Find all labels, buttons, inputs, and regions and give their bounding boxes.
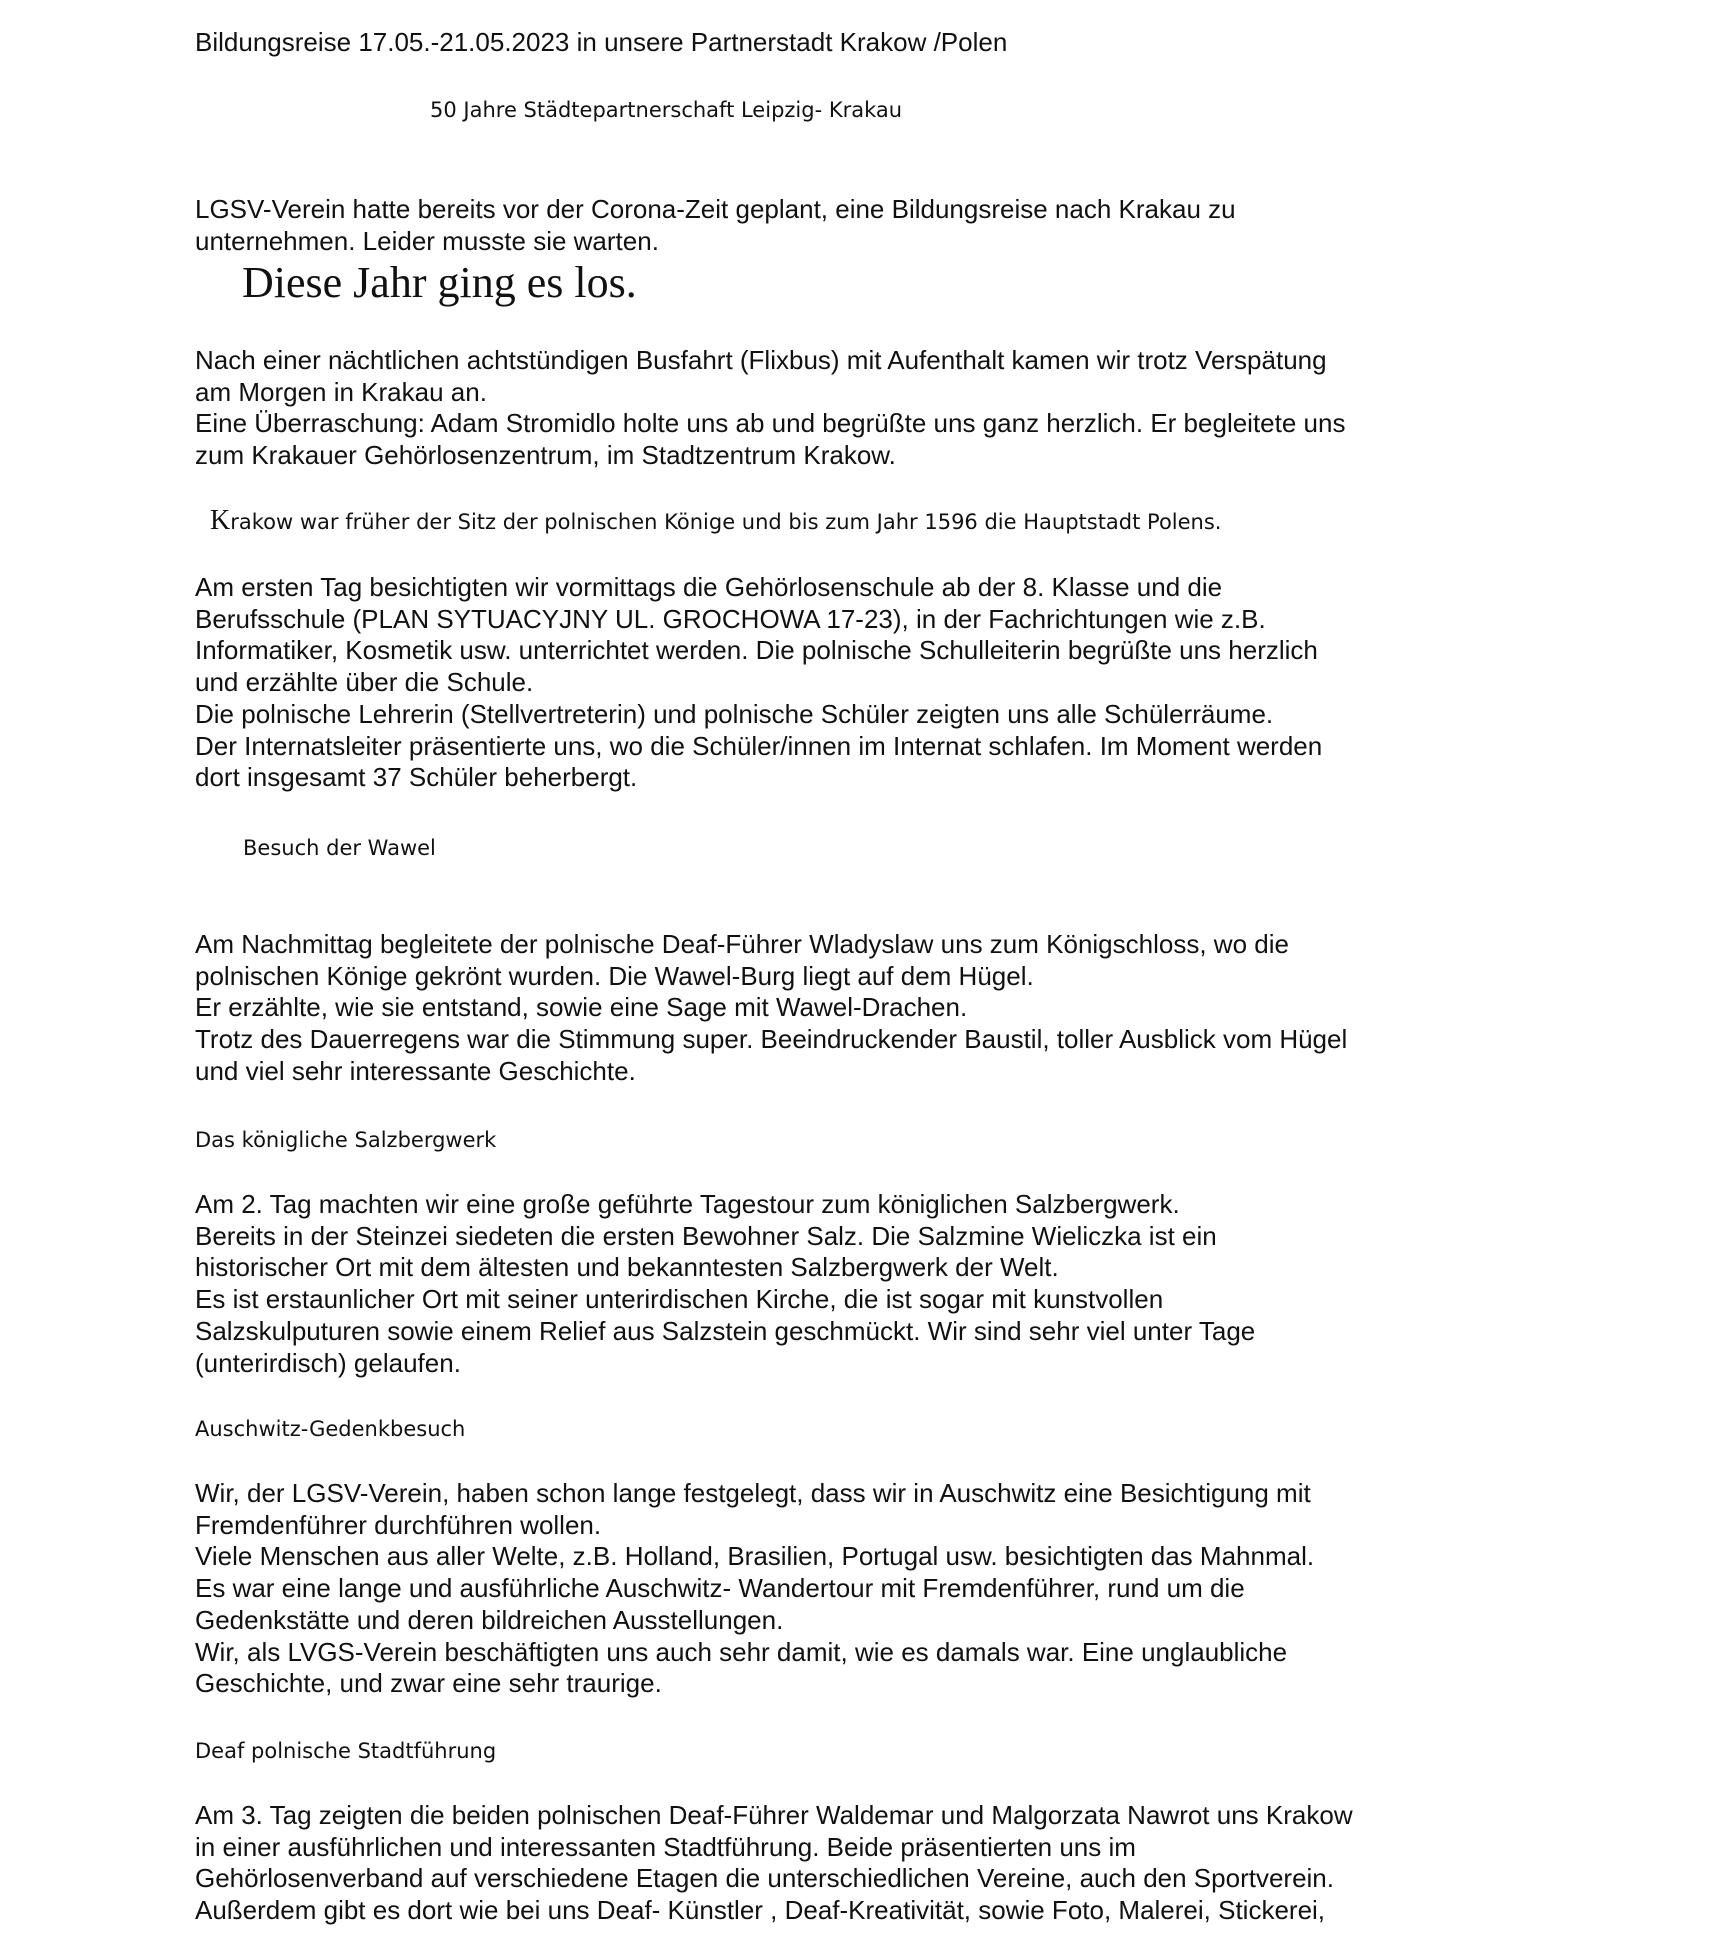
auschwitz-paragraph: Wir, der LGSV-Verein, haben schon lange festgelegt, dass wir in Auschwitz eine Besichtigung mit Fremdenführer durchführen wollen. Viele Menschen aus aller Welte, z.B. Holland, Brasilien, Portugal usw. besichtigten das Mahnmal. Es war eine lange und ausführliche Auschwitz- Wandertour mit Fremdenführer, rund um die Gedenkstätte und deren bildreichen Ausstellungen. Wir, als LVGS-Verein beschäftigten uns auch sehr damit, wie es damals war. Eine unglaubliche Geschichte, und zwar eine sehr traurige.	[195, 1478, 1315, 1699]
day-one-paragraph: Am ersten Tag besichtigten wir vormittags die Gehörlosenschule ab der 8. Klasse und die Berufsschule (PLAN SYTUACYJNY UL. GROCHOWA 17-23), in der Fachrichtungen wie z.B. Informatiker, Kosmetik usw. unterrichtet werden. Die polnische Schulleiterin begrüßte uns herzlich und erzählte über die Schule. Die polnische Lehrerin (Stellvertreterin) und polnische Schüler zeigten uns alle Schülerräume. Der Internatsleiter präsentierte uns, wo die Schüler/innen im Internat schlafen. Im Moment werden dort insgesamt 37 Schüler beherbergt.	[195, 572, 1323, 793]
city-tour-paragraph: Am 3. Tag zeigten die beiden polnischen Deaf-Führer Waldemar und Malgorzata Nawrot uns Krakow in einer ausführlichen und interessanten Stadtführung. Beide präsentierten uns im Gehörlosenverband auf verschiedene Etagen die unterschiedlichen Vereine, auch den Sportverein. Außerdem gibt es dort wie bei uns Deaf- Künstler , Deaf-Kreativität, sowie Foto, Malerei, Stickerei,	[195, 1800, 1353, 1926]
salt-mine-paragraph: Am 2. Tag machten wir eine große geführte Tagestour zum königlichen Salzbergwerk. Bereits in der Steinzei siedeten die ersten Bewohner Salz. Die Salzmine Wieliczka ist ein historischer Ort mit dem ältesten und bekanntesten Salzbergwerk der Welt. Es ist erstaunlicher Ort mit seiner unterirdischen Kirche, die ist sogar mit kunstvollen Salzskulputuren sowie einem Relief aus Salzstein geschmückt. Wir sind sehr viel unter Tage (unterirdisch) gelaufen.	[195, 1189, 1256, 1378]
big-heading: Diese Jahr ging es los.	[242, 258, 637, 307]
document-subtitle: 50 Jahre Städtepartnerschaft Leipzig- Krakau	[430, 98, 903, 122]
wawel-paragraph: Am Nachmittag begleitete der polnische Deaf-Führer Wladyslaw uns zum Königschloss, wo die polnischen Könige gekrönt wurden. Die Wawel-Burg liegt auf dem Hügel. Er erzählte, wie sie entstand, sowie eine Sage mit Wawel-Drachen. Trotz des Dauerregens war die Stimmung super. Beeindruckender Baustil, toller Ausblick vom Hügel und viel sehr interessante Geschichte.	[195, 929, 1348, 1086]
salt-mine-heading: Das königliche Salzbergwerk	[195, 1128, 497, 1152]
wawel-heading: Besuch der Wawel	[243, 836, 436, 860]
document-title: Bildungsreise 17.05.-21.05.2023 in unsere Partnerstadt Krakow /Polen	[195, 27, 1008, 57]
city-tour-heading: Deaf polnische Stadtführung	[195, 1739, 497, 1763]
arrival-paragraph: Nach einer nächtlichen achtstündigen Busfahrt (Flixbus) mit Aufenthalt kamen wir trotz Verspätung am Morgen in Krakau an. Eine Überraschung: Adam Stromidlo holte uns ab und begrüßte uns ganz herzlich. Er begleitete uns zum Krakauer Gehörlosenzentrum, im Stadtzentrum Krakow.	[195, 345, 1346, 471]
auschwitz-heading: Auschwitz-Gedenkbesuch	[195, 1417, 466, 1441]
krakow-history-text: rakow war früher der Sitz der polnischen Könige und bis zum Jahr 1596 die Hauptstadt Polens.	[230, 510, 1222, 534]
krakow-history-note	[210, 507, 1510, 536]
intro-paragraph: LGSV-Verein hatte bereits vor der Corona-Zeit geplant, eine Bildungsreise nach Krakau zu unternehmen. Leider musste sie warten.	[195, 194, 1236, 256]
krakow-initial-letter: K	[210, 505, 231, 536]
